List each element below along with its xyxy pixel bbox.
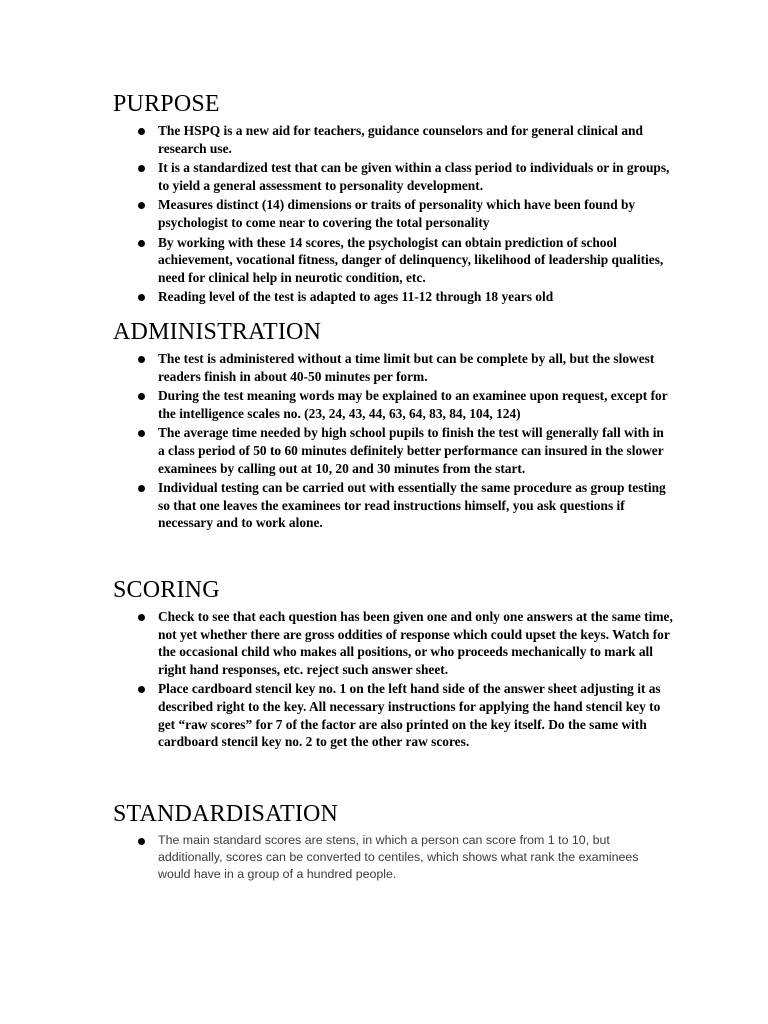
list-item: The average time needed by high school pupils to finish the test will generally fall with in a class period of 50 to 60 minutes definitely better performance can insured in the slower examinees by calling out at 10, 20 and 30 minutes from the start. [113, 424, 673, 477]
list-item: Place cardboard stencil key no. 1 on the left hand side of the answer sheet adjusting it as described right to the key. All necessary instructions for applying the hand stencil key to get “raw scores” for 7 of the factor are also printed on the key itself. Do the same with cardboard stencil key no. 2 to get the other raw scores. [113, 680, 673, 750]
bullet-icon [138, 240, 145, 247]
bullet-icon [138, 430, 145, 437]
section-purpose [113, 90, 673, 308]
bullet-icon [138, 686, 145, 693]
list-item: It is a standardized test that can be given within a class period to individuals or in groups, to yield a general assessment to personality development. [113, 159, 673, 194]
section-standardisation [113, 800, 673, 885]
administration-list [113, 350, 673, 532]
list-item: Individual testing can be carried out with essentially the same procedure as group testing so that one leaves the examinees tor read instructions himself, you ask questions if necessary and to work alone. [113, 479, 673, 532]
scoring-list [113, 608, 673, 751]
bullet-icon [138, 294, 145, 301]
bullet-icon [138, 393, 145, 400]
standardisation-list [113, 832, 673, 883]
bullet-icon [138, 614, 145, 621]
list-item: During the test meaning words may be explained to an examinee upon request, except for the intelligence scales no. (23, 24, 43, 44, 63, 64, 83, 84, 104, 124) [113, 387, 673, 422]
heading-purpose: PURPOSE [113, 91, 220, 117]
list-item: Measures distinct (14) dimensions or traits of personality which have been found by psychologist to come near to covering the total personality [113, 196, 673, 231]
list-item: Reading level of the test is adapted to ages 11-12 through 18 years old [113, 288, 673, 306]
purpose-list [113, 122, 673, 306]
section-scoring [113, 576, 673, 753]
bullet-icon [138, 202, 145, 209]
list-item: The HSPQ is a new aid for teachers, guidance counselors and for general clinical and research use. [113, 122, 673, 157]
list-item: The main standard scores are stens, in which a person can score from 1 to 10, but additionally, scores can be converted to centiles, which shows what rank the examinees would have in a group of a hundred people. [113, 832, 673, 883]
bullet-icon [138, 485, 145, 492]
heading-scoring: SCORING [113, 577, 220, 603]
list-item: Check to see that each question has been given one and only one answers at the same time, not yet whether there are gross oddities of response which could upset the keys. Watch for the occasional child who makes all positions, or who proceeds mechanically to mark all right hand responses, etc. reject such answer sheet. [113, 608, 673, 678]
section-administration [113, 318, 673, 534]
list-item: By working with these 14 scores, the psychologist can obtain prediction of school achievement, vocational fitness, danger of delinquency, likelihood of leadership qualities, need for clinical help in neurotic condition, etc. [113, 234, 673, 287]
bullet-icon [138, 128, 145, 135]
bullet-icon [138, 356, 145, 363]
bullet-icon [138, 165, 145, 172]
heading-administration: ADMINISTRATION [113, 319, 322, 345]
list-item: The test is administered without a time limit but can be complete by all, but the slowest readers finish in about 40-50 minutes per form. [113, 350, 673, 385]
bullet-icon [138, 838, 145, 845]
heading-standardisation: STANDARDISATION [113, 801, 339, 827]
